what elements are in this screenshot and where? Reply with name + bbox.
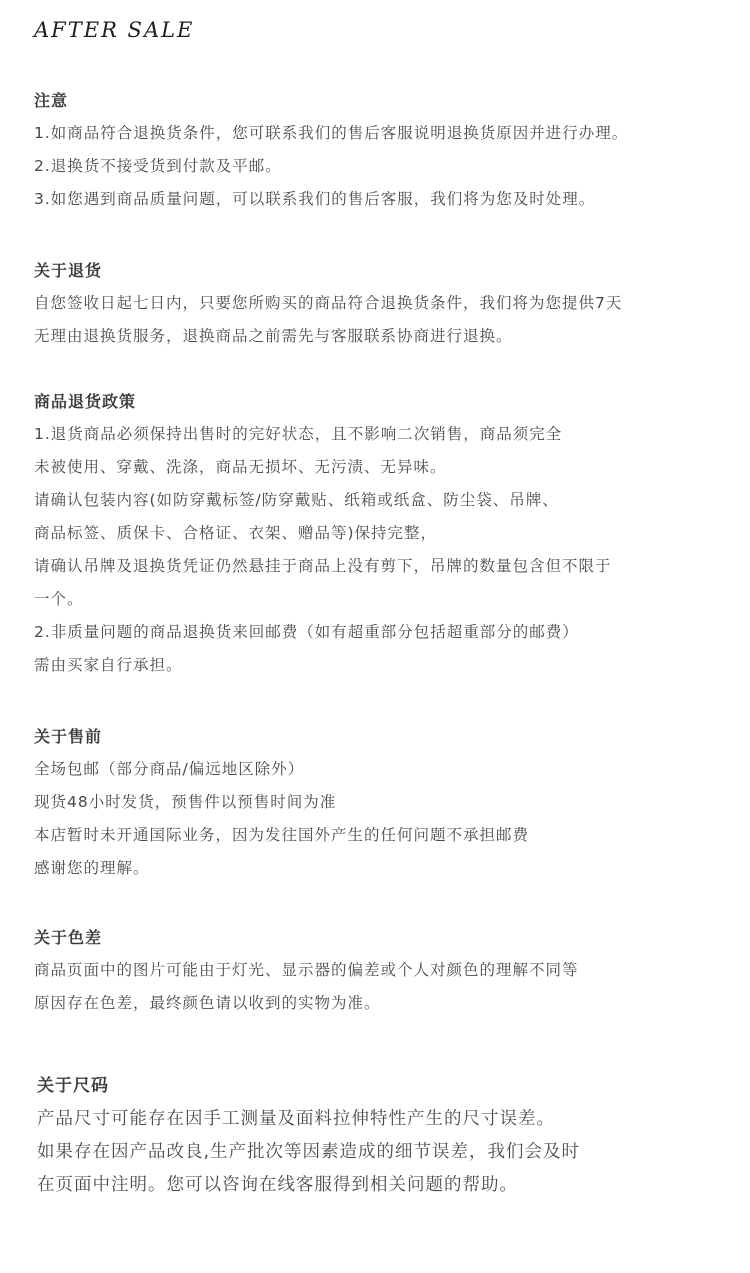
policy-line: 未被使用、穿戴、洗涤，商品无损坏、无污渍、无异味。	[34, 458, 447, 476]
notice-line: 3.如您遇到商品质量问题，可以联系我们的售后客服，我们将为您及时处理。	[34, 190, 596, 208]
presale-line: 本店暂时未开通国际业务，因为发往国外产生的任何问题不承担邮费	[34, 826, 530, 844]
size-heading: 关于尺码	[37, 1076, 109, 1096]
notice-line: 2.退换货不接受货到付款及平邮。	[34, 157, 282, 175]
color-line: 原因存在色差，最终颜色请以收到的实物为准。	[34, 994, 381, 1012]
notice-line: 1.如商品符合退换货条件，您可联系我们的售后客服说明退换货原因并进行办理。	[34, 124, 629, 142]
presale-line: 全场包邮（部分商品/偏远地区除外）	[34, 760, 305, 778]
returns-line: 自您签收日起七日内，只要您所购买的商品符合退换货条件，我们将为您提供7天	[34, 294, 623, 312]
color-section	[34, 921, 734, 1020]
notice-heading: 注意	[34, 91, 69, 110]
notice-section	[34, 84, 734, 216]
policy-heading: 商品退货政策	[34, 392, 137, 411]
policy-line: 商品标签、质保卡、合格证、衣架、赠品等)保持完整，	[34, 524, 438, 542]
page-title: AFTER SALE	[34, 18, 195, 42]
size-line: 如果存在因产品改良,生产批次等因素造成的细节误差，我们会及时	[37, 1142, 581, 1162]
policy-line: 请确认吊牌及退换货凭证仍然悬挂于商品上没有剪下，吊牌的数量包含但不限于	[34, 557, 612, 575]
returns-line: 无理由退换货服务，退换商品之前需先与客服联系协商进行退换。	[34, 327, 513, 345]
policy-line: 需由买家自行承担。	[34, 656, 183, 674]
presale-heading: 关于售前	[34, 727, 103, 746]
presale-line: 现货48小时发货，预售件以预售时间为准	[34, 793, 337, 811]
size-section	[37, 1070, 737, 1202]
returns-heading: 关于退货	[34, 261, 103, 280]
size-line: 产品尺寸可能存在因手工测量及面料拉伸特性产生的尺寸误差。	[37, 1109, 555, 1129]
size-line: 在页面中注明。您可以咨询在线客服得到相关问题的帮助。	[37, 1175, 518, 1195]
policy-line: 1.退货商品必须保持出售时的完好状态，且不影响二次销售，商品须完全	[34, 425, 563, 443]
returns-section	[34, 254, 734, 353]
policy-line: 2.非质量问题的商品退换货来回邮费（如有超重部分包括超重部分的邮费）	[34, 623, 579, 641]
color-line: 商品页面中的图片可能由于灯光、显示器的偏差或个人对颜色的理解不同等	[34, 961, 579, 979]
policy-section	[34, 385, 734, 682]
policy-line: 一个。	[34, 590, 84, 608]
presale-section	[34, 720, 734, 885]
policy-line: 请确认包装内容(如防穿戴标签/防穿戴贴、纸箱或纸盒、防尘袋、吊牌、	[34, 491, 559, 509]
presale-line: 感谢您的理解。	[34, 859, 150, 877]
color-heading: 关于色差	[34, 928, 103, 947]
